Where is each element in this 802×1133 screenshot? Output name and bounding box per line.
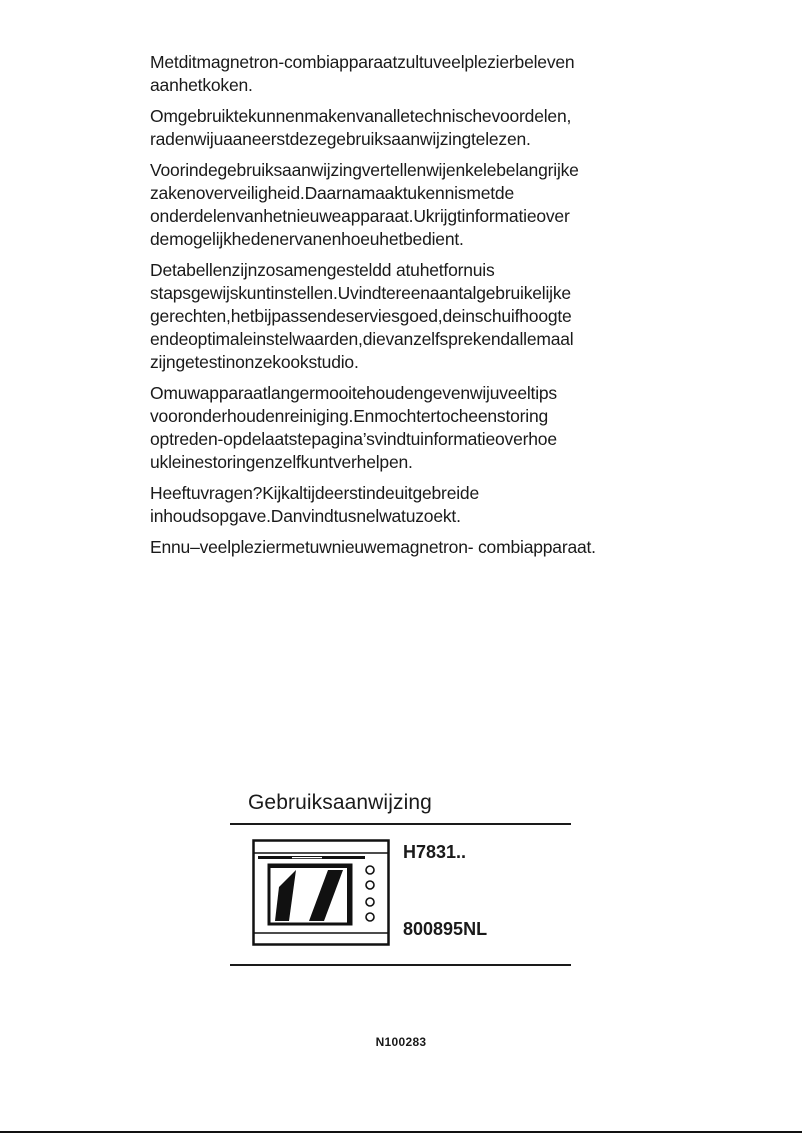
cover-bottom-divider <box>230 964 571 966</box>
intro-paragraph-5: Omuwapparaatlangermooitehoudengevenwijuveeltips vooronderhoudenreiniging.Enmochtertocheenstoring optreden-opdelaatstepagina’svindtuinformatieoverhoe ukleinestoringenzelfkuntverhelpen. <box>150 383 557 472</box>
cover-title: Gebruiksaanwijzing <box>248 791 432 814</box>
model-number: H7831.. <box>403 842 467 862</box>
intro-paragraph-4: Detabellenzijnzosamengesteldd atuhetfornuis stapsgewijskuntinstellen.Uvindtereenaantalgebruikelijke gerechten,hetbijpassendeserviesgoed,deinschuifhoogte endeoptimaleinstelwaarden,dievanzelfsprekendallemaal zijngetestinonzekookstudio. <box>150 260 574 372</box>
oven-illustration-icon <box>252 839 390 946</box>
intro-paragraph-1: Metditmagnetron-combiapparaatzultuveelplezierbeleven aanhetkoken. <box>150 52 575 95</box>
intro-paragraph-6: Heeftuvragen?Kijkaltijdeerstindeuitgebreide inhoudsopgave.Danvindtusnelwatuzoekt. <box>150 483 479 526</box>
intro-paragraph-7: Ennu–veelpleziermetuwnieuwemagnetron- combiapparaat. <box>150 537 596 557</box>
intro-paragraph-3: Voorindegebruiksaanwijzingvertellenwijenkelebelangrijke zakenoverveiligheid.Daarnamaaktukennismetde onderdelenvanhetnieuweapparaat.Ukrijgtinformatieover demogelijkhedenervanenhoeuhetbedient. <box>150 160 579 249</box>
intro-paragraph-2: Omgebruiktekunnenmakenvanalletechnischevoordelen, radenwijuaaneerstdezegebruiksaanwijzingtelezen. <box>150 106 572 149</box>
intro-text <box>150 51 620 567</box>
document-number: N100283 <box>375 1035 427 1049</box>
cover-top-divider <box>230 823 571 825</box>
model-code: 800895NL <box>403 919 488 939</box>
